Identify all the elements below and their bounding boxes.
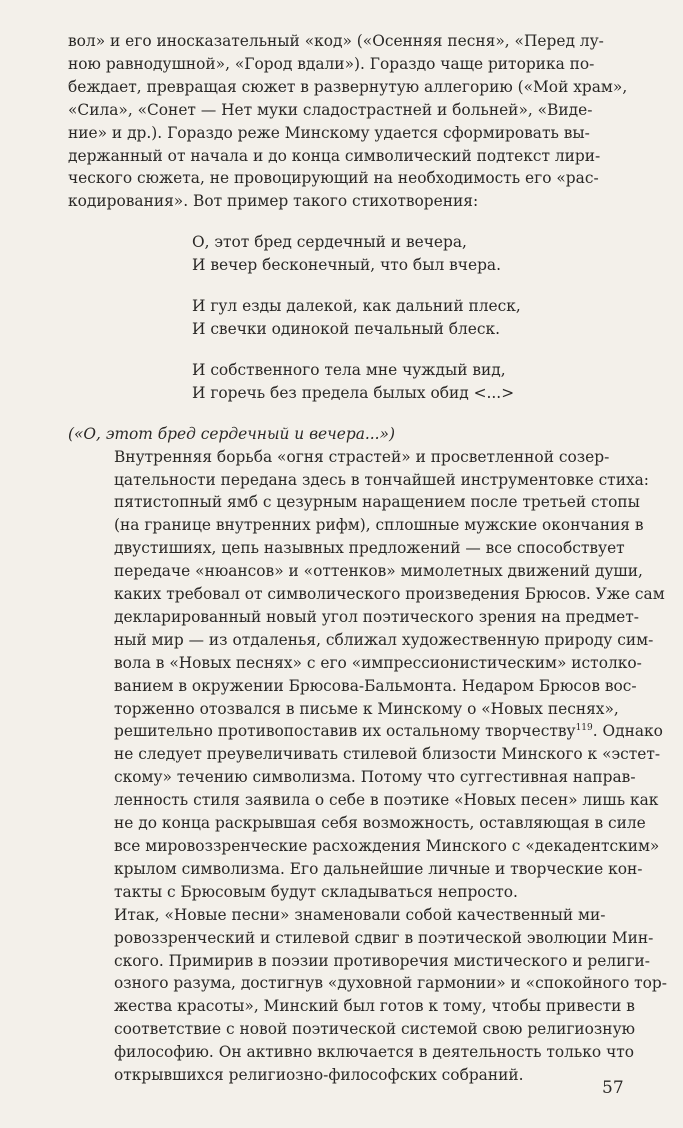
text-line: жества красоты», Минский был готов к тому, чтобы привести в [114, 997, 635, 1016]
text-line: такты с Брюсовым будут складываться непросто. [114, 882, 518, 901]
poem-stanza [192, 359, 640, 405]
text-line: беждает, превращая сюжет в развернутую аллегорию («Мой храм», [68, 77, 628, 96]
text-line: ною равнодушной», «Город вдали»). Гораздо чаще риторика по- [68, 54, 595, 73]
text-line: каких требовал от символического произведения Брюсов. Уже сам [114, 585, 665, 604]
footnote-marker: 119 [575, 723, 593, 734]
text-line: кодирования». Вот пример такого стихотворения: [68, 192, 479, 211]
text-line: скому» течению символизма. Потому что суггестивная направ- [114, 768, 636, 787]
text-line: «Сила», «Сонет — Нет муки сладострастней и больней», «Виде- [68, 100, 593, 119]
text-line: ровоззренческий и стилевой сдвиг в поэтической эволюции Мин- [114, 928, 654, 947]
text-line: Внутренняя борьба «огня страстей» и просветленной созер- [114, 447, 610, 466]
text-line: озного разума, достигнув «духовной гармонии» и «спокойного тор- [114, 974, 667, 993]
poem-stanza [192, 231, 640, 277]
poem-line: И гул езды далекой, как дальний плеск, [192, 297, 521, 316]
poem-stanza [192, 295, 640, 341]
text-line: Итак, «Новые песни» знаменовали собой качественный ми- [114, 905, 606, 924]
text-line: все мировоззренческие расхождения Минского с «декадентским» [114, 837, 660, 855]
poem-line: И собственного тела мне чуждый вид, [192, 360, 506, 379]
text-line: пятистопный ямб с цезурным наращением после третьей стопы [114, 493, 640, 512]
text-fragment: . Однако [592, 722, 663, 741]
poem-line: И свечки одинокой печальный блеск. [192, 319, 501, 338]
text-line: ванием в окружении Брюсова-Бальмонта. Недаром Брюсов вос- [114, 676, 637, 695]
paragraph-conclusion [68, 904, 667, 1087]
text-line: ского. Примирив в поэзии противоречия мистического и религи- [114, 951, 650, 970]
text-line: декларированный новый угол поэтического зрения на предмет- [114, 607, 639, 626]
text-line: ный мир — из отдаленья, сближал художественную природу сим- [114, 630, 654, 649]
text-line: философию. Он активно включается в деятельность только что [114, 1043, 635, 1062]
poem-line: О, этот бред сердечный и вечера, [192, 233, 467, 252]
text-line: цательности передана здесь в тончайшей инструментовке стиха: [114, 470, 649, 489]
page-text [68, 30, 667, 1087]
text-line: передаче «нюансов» и «оттенков» мимолетных движений души, [114, 562, 643, 581]
text-line: (на границе внутренних рифм), сплошные мужские окончания в [114, 516, 644, 535]
text-line: торженно отозвался в письме к Минскому о «Новых песнях», [114, 699, 619, 718]
text-line: вол» и его иносказательный «код» («Осенняя песня», «Перед лу- [68, 32, 604, 50]
text-line: не до конца раскрывшая себя возможность, оставляющая в силе [114, 814, 646, 833]
text-fragment: решительно противопоставив их остальному творчеству [114, 722, 576, 741]
paragraph-analysis [68, 446, 665, 904]
text-line: соответствие с новой поэтической системой свою религиозную [114, 1020, 636, 1039]
text-line: ние» и др.). Гораздо реже Минскому удается сформировать вы- [68, 123, 590, 142]
text-line: открывшихся религиозно-философских собраний. [114, 1066, 524, 1085]
poem-attribution: («О, этот бред сердечный и вечера...») [68, 424, 395, 443]
poem [192, 231, 640, 404]
poem-line: И вечер бесконечный, что был вчера. [192, 256, 501, 275]
page-number: 57 [602, 1078, 624, 1098]
intro-paragraph [68, 30, 640, 213]
text-line [68, 720, 663, 743]
text-line: держанный от начала и до конца символический подтекст лири- [68, 146, 601, 165]
text-line: крылом символизма. Его дальнейшие личные и творческие кон- [114, 859, 643, 878]
text-line: ленность стиля заявила о себе в поэтике «Новых песен» лишь как [114, 791, 659, 810]
text-line: вола в «Новых песнях» с его «импрессионистическим» истолко- [114, 653, 642, 672]
text-line: ческого сюжета, не провоцирующий на необходимость его «рас- [68, 169, 599, 188]
text-line: двустишиях, цепь назывных предложений — все способствует [114, 539, 625, 558]
poem-line: И горечь без предела былых обид <...> [192, 383, 515, 402]
text-line: не следует преувеличивать стилевой близости Минского к «эстет- [114, 745, 661, 764]
